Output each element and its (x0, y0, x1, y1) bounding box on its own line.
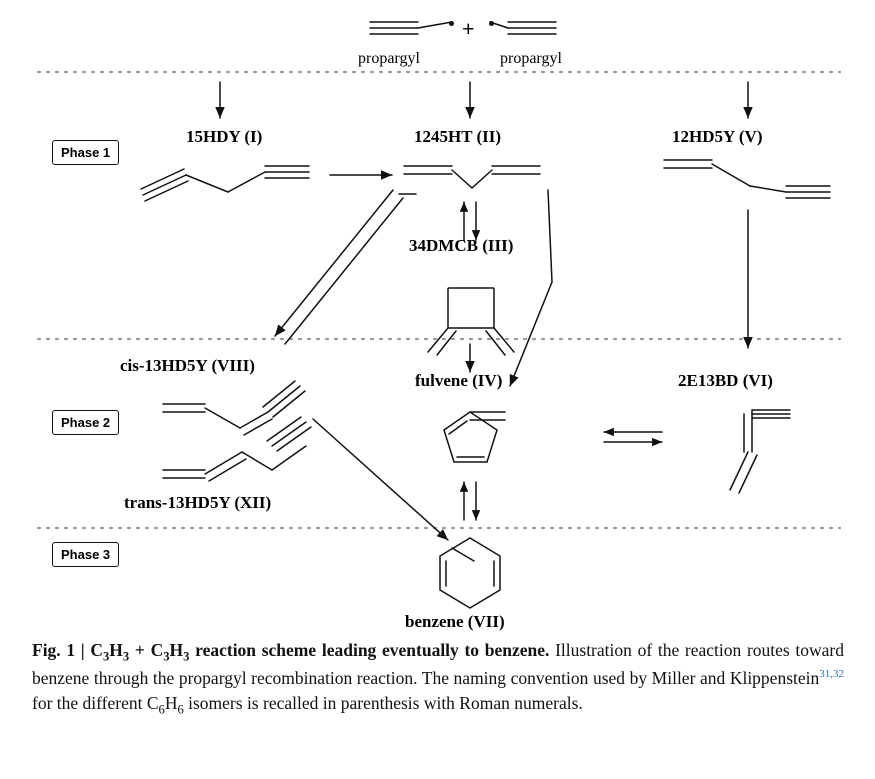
caption-bold-3: + C (129, 640, 164, 660)
label-34dmcb: 34DMCB (III) (409, 236, 514, 255)
structure-1245ht (404, 166, 540, 188)
equilibrium-1245ht-34dmcb (464, 202, 476, 240)
label-trans-13hd5y: trans-13HD5Y (XII) (124, 493, 272, 512)
radical-dot-right-icon (449, 21, 454, 26)
label-2e13bd: 2E13BD (VI) (678, 371, 773, 390)
arrow-1245ht-to-fulvene-seg1 (548, 190, 552, 282)
structure-cis-13hd5y (163, 381, 305, 435)
arrow-13hd5y-to-benzene (313, 419, 448, 540)
equilibrium-fulvene-2e13bd (604, 432, 662, 442)
label-propargyl-left: propargyl (358, 50, 420, 67)
label-benzene: benzene (VII) (405, 612, 505, 631)
label-propargyl-right: propargyl (500, 50, 562, 67)
equilibrium-fulvene-benzene (464, 482, 476, 520)
caption-bold-4: H (169, 640, 184, 660)
caption-bold-5: reaction scheme leading eventually to benzene. (189, 640, 550, 660)
caption-bold-2: H (109, 640, 123, 660)
caption-body-sub-2: 6 (177, 702, 184, 717)
radical-dot-left-icon (489, 21, 494, 26)
caption-body-sub-1: 6 (158, 702, 165, 717)
label-plus-sign: + (462, 16, 475, 41)
structure-2e13bd (730, 410, 790, 493)
caption-sub-2: 3 (122, 649, 130, 664)
caption-sub-1: 3 (103, 649, 110, 664)
path-1245ht-cis13hd5y (275, 190, 416, 344)
label-15hdy: 15HDY (I) (186, 127, 263, 146)
structure-benzene (440, 538, 500, 608)
propargyl-right-structure (490, 22, 556, 34)
caption-body-1: Illustration of the reaction routes toward benzene through the propargyl recombination reaction. The naming convention used by Miller and Klippenstein (32, 640, 844, 688)
structure-12hd5y (664, 160, 830, 198)
label-1245ht: 1245HT (II) (414, 127, 502, 146)
label-fulvene: fulvene (IV) (415, 371, 503, 390)
arrow-1245ht-to-fulvene-seg2 (510, 282, 552, 386)
phase-1-badge: Phase 1 (52, 140, 119, 165)
phase-2-badge: Phase 2 (52, 410, 119, 435)
phase-3-badge: Phase 3 (52, 542, 119, 567)
caption-bold-1: Fig. 1 | C (32, 640, 103, 660)
caption-body-3: H (164, 693, 178, 714)
caption-sub-4: 3 (183, 649, 190, 664)
label-cis-13hd5y: cis-13HD5Y (VIII) (120, 356, 255, 375)
structure-fulvene (444, 412, 505, 462)
structure-15hdy (141, 166, 309, 201)
caption-sub-3: 3 (163, 649, 170, 664)
caption-body-2: for the different C (32, 693, 159, 714)
figure-caption (32, 638, 844, 719)
caption-reference-link[interactable]: 31,32 (819, 667, 844, 680)
structure-34dmcb (428, 288, 514, 355)
label-12hd5y: 12HD5Y (V) (672, 127, 763, 146)
caption-body-4: isomers is recalled in parenthesis with Roman numerals. (183, 693, 583, 714)
propargyl-left-structure (370, 22, 452, 34)
